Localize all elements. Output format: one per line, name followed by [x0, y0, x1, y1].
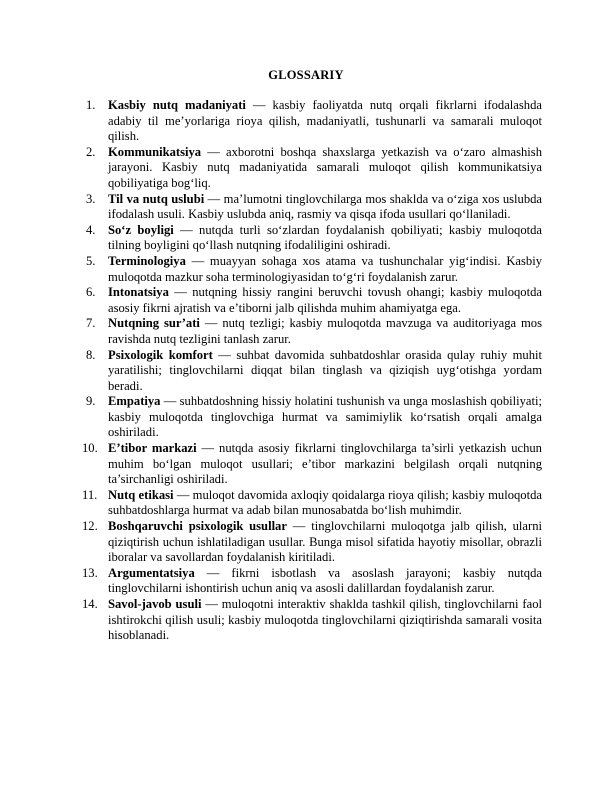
glossary-entry [0, 348, 612, 395]
glossary-entry [0, 316, 612, 347]
glossary-entry [0, 192, 612, 223]
entry-definition: — nutqda asosiy fikrlarni tinglovchilarga ta’sirli yetkazish uchun muhim bo‘lgan muloqot usullari; e’tibor markazini belgilash orqali nutqning ta’sirchanligi oshiriladi. [108, 441, 542, 487]
entry-number: 8. [86, 347, 96, 362]
entry-number: 13. [82, 565, 98, 580]
entry-definition: — nutqning hissiy rangini beruvchi tovush ohangi; kasbiy muloqotda asosiy fikrni ajratish va e’tiborni jalb qilishda muhim ahamiyatga ega. [108, 285, 542, 315]
entry-definition: — suhbat davomida suhbatdoshlar orasida qulay ruhiy muhit yaratilishi; tinglovchilarni diqqat bilan tinglash va qiziqish uyg‘otishga yordam beradi. [108, 347, 542, 393]
entry-term: So‘z boyligi [108, 222, 174, 237]
entry-number: 6. [86, 285, 96, 300]
glossary-entry [0, 145, 612, 192]
entry-number: 12. [82, 519, 98, 534]
entry-number: 5. [86, 253, 96, 268]
entry-definition: — muayyan sohaga xos atama va tushunchalar yig‘indisi. Kasbiy muloqotda mazkur soha terminologiyasidan to‘g‘ri foydalanish zarur. [108, 253, 542, 284]
glossary-entry [0, 566, 612, 597]
entry-term: Psixologik komfort [108, 347, 213, 362]
entry-term: Boshqaruvchi psixologik usullar [108, 519, 287, 534]
entry-term: Kasbiy nutq madaniyati [108, 98, 246, 112]
entry-definition: — nutqda turli so‘zlardan foydalanish qobiliyati; kasbiy muloqotda tilning boyligini qo‘llash nutqning ifodaliligini oshiradi. [108, 222, 542, 253]
entry-definition: — muloqotni interaktiv shaklda tashkil qilish, tinglovchilarni faol ishtirokchi qilish usuli; kasbiy muloqotda tinglovchilarni qiziqtirishda samarali vosita hisoblanadi. [108, 597, 542, 643]
entry-term: Terminologiya [108, 253, 186, 268]
entry-number: 14. [82, 597, 98, 611]
entry-definition: — fikrni isbotlash va asoslash jarayoni; kasbiy nutqda tinglovchilarni ishontirish uchun aniq va asosli dalillardan foydalanish zarur. [108, 565, 542, 596]
glossary-entry [0, 285, 612, 316]
entry-number: 1. [86, 98, 96, 112]
glossary-entry [0, 254, 612, 285]
glossary-entry [0, 519, 612, 566]
entry-number: 11. [82, 487, 98, 502]
entry-number: 4. [86, 222, 96, 237]
entry-term: Empatiya [108, 394, 161, 409]
glossary-entry [0, 488, 612, 519]
glossary-entry [0, 223, 612, 254]
entry-term: Til va nutq uslubi [108, 191, 205, 206]
glossary-entry [0, 98, 612, 145]
entry-term: Kommunikatsiya [108, 144, 202, 159]
entry-definition: — ma’lumotni tinglovchilarga mos shaklda va o‘ziga xos uslubda ifodalash usuli. Kasbiy uslubda aniq, rasmiy va qisqa ifoda usullari qo‘llaniladi. [108, 191, 542, 222]
entry-definition: — axborotni boshqa shaxslarga yetkazish va o‘zaro almashish jarayoni. Kasbiy nutq madaniyatida samarali muloqot qilish kommunikatsiya qobiliyatiga bog‘liq. [108, 144, 542, 190]
entry-definition: — muloqot davomida axloqiy qoidalarga rioya qilish; kasbiy muloqotda suhbatdoshlarga hurmat va adab bilan munosabatda bo‘lish muhimdir. [108, 487, 542, 518]
entry-term: Savol-javob usuli [108, 597, 202, 611]
entry-number: 2. [86, 144, 96, 159]
glossary-entry [0, 597, 612, 644]
entry-term: Nutq etikasi [108, 487, 174, 502]
entry-definition: — tinglovchilarni muloqotga jalb qilish, ularni qiziqtirish uchun ishlatiladigan usullar. Bunga misol sifatida hayotiy misollar, obrazli iboralar va savollardan foydalanish kiritiladi. [108, 519, 542, 565]
glossary-list [0, 98, 612, 644]
entry-term: Argumentatsiya [108, 565, 195, 580]
glossary-entry [0, 394, 612, 441]
entry-term: Nutqning sur’ati [108, 316, 200, 331]
entry-number: 10. [82, 441, 98, 456]
entry-number: 7. [86, 316, 96, 331]
entry-definition: — nutq tezligi; kasbiy muloqotda mavzuga va auditoriyaga mos ravishda nutq tezligini tanlash zarur. [108, 316, 543, 346]
entry-number: 9. [86, 394, 96, 409]
page-title: GLOSSARIY [268, 68, 344, 82]
entry-term: Intonatsiya [108, 285, 169, 300]
glossary-entry [0, 441, 612, 488]
entry-term: E’tibor markazi [108, 441, 197, 456]
entry-definition: — kasbiy faoliyatda nutq orqali fikrlarni ifodalashda adabiy til me’yorlariga rioya qilish, madaniyatli, tushunarli va samarali muloqot qilish. [108, 98, 542, 144]
entry-number: 3. [86, 191, 96, 206]
entry-definition: — suhbatdoshning hissiy holatini tushunish va unga moslashish qobiliyati; kasbiy muloqotda tinglovchiga hurmat va samimiylik ko‘rsatish orqali amalga oshiriladi. [108, 394, 542, 440]
